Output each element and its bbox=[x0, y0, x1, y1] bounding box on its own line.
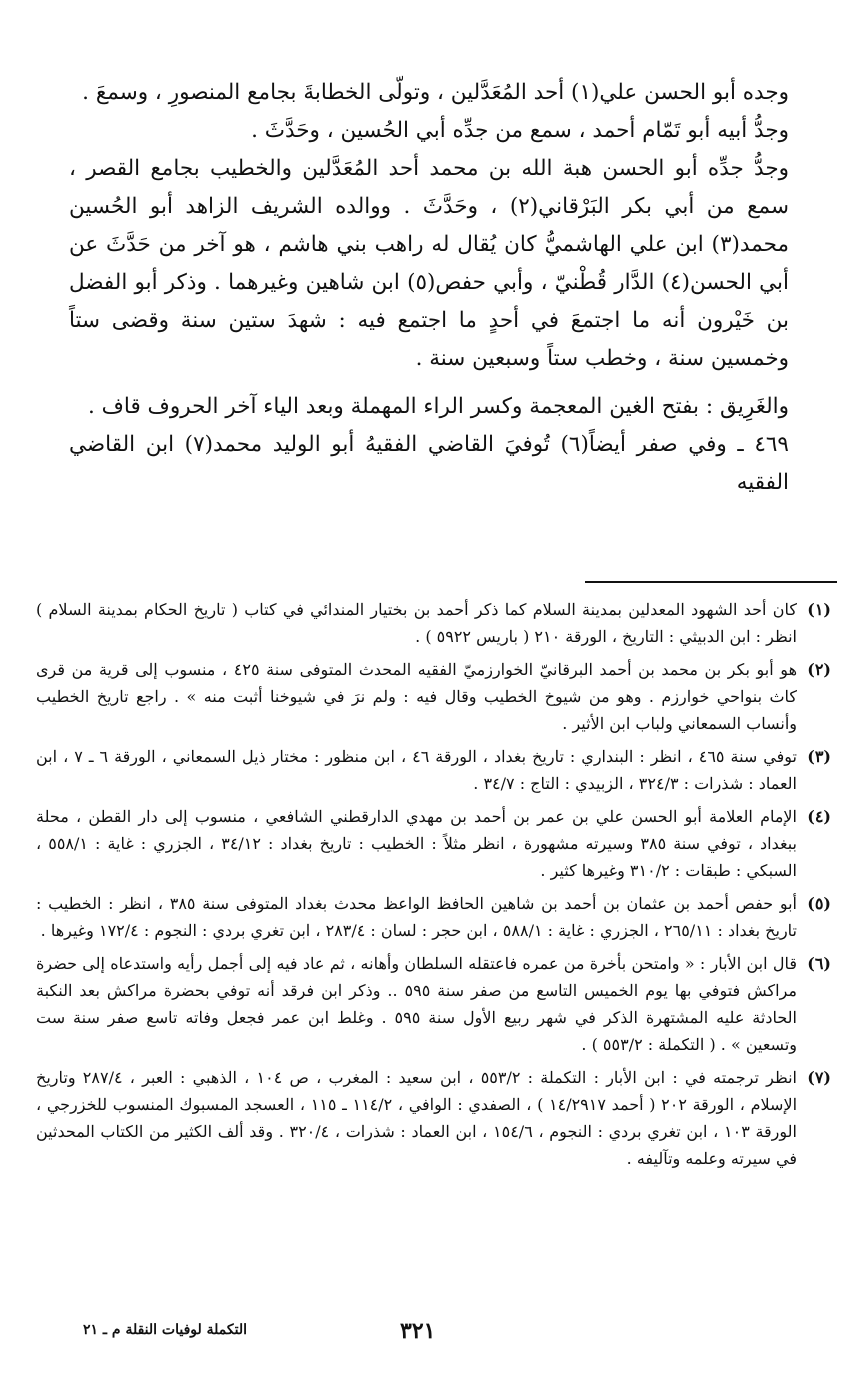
running-title: التكملة لوفيات النقلة م ـ ٢١ bbox=[83, 1322, 247, 1338]
footnote-number: (١) bbox=[807, 600, 831, 619]
footnote-text: انظر ترجمته في : ابن الأبار : التكملة : ٥٥٣/٢ ، ابن سعيد : المغرب ، ص ١٠٤ ، الذهبي : العبر ، ٢٨٧/٤ وتاريخ الإسلام ، الورقة ٢٠٢ ( أحمد ١٤/٢٩١٧ ) ، الصفدي : الوافي ، ١١٤/٢ ـ ١١٥ ، العسجد المسبوك المنسوب للخزرجي ، الورقة ١٠٣ ، ابن تغري بردي : النجوم ، ١٥٤/٦ ، ابن العماد : شذرات ، ٣٢٠/٤ . وقد ألف الكثير من الكتاب المحدثين في سيرته وعلمه وتآليفه . bbox=[36, 1068, 798, 1168]
footnote-separator bbox=[585, 581, 837, 583]
footnote-1 bbox=[36, 596, 831, 650]
paragraph: والغَرِيق : بفتح الغين المعجمة وكسر الراء المهملة وبعد الياء آخر الحروف قاف . bbox=[87, 394, 789, 419]
paragraph: وجدُّ أبيه أبو تَمّام أحمد ، سمع من جدِّه أبي الحُسين ، وحَدَّثَ . bbox=[251, 118, 789, 143]
footnote-number: (٥) bbox=[807, 894, 831, 913]
footnote-2 bbox=[36, 656, 831, 737]
footnote-text: هو أبو بكر بن محمد بن أحمد البرقانيّ الخوارزميّ الفقيه المحدث المتوفى سنة ٤٢٥ ، منسوب إلى قرية من قرى كاث بنواحي خوارزم . وهو من شيوخ الخطيب وقال فيه : ولم نرَ في شيوخنا أثبت منه » . راجع تاريخ الخطيب وأنساب السمعاني ولباب ابن الأثير . bbox=[36, 660, 798, 733]
footnote-7 bbox=[36, 1064, 831, 1172]
footnotes bbox=[36, 596, 831, 1178]
page-number: ٣٢١ bbox=[400, 1318, 436, 1344]
footnote-text: الإمام العلامة أبو الحسن علي بن عمر بن أحمد بن مهدي الدارقطني الشافعي ، منسوب إلى دار القطن ، محلة ببغداد ، توفي سنة ٣٨٥ وسيرته مشهورة ، انظر مثلاً : الخطيب : تاريخ بغداد : ٣٤/١٢ ، الجزري : غاية : ٥٥٨/١ ، السبكي : طبقات : ٣١٠/٢ وغيرها كثير . bbox=[36, 807, 798, 880]
footnote-number: (٧) bbox=[807, 1068, 831, 1087]
footnote-4 bbox=[36, 803, 831, 884]
page-footer bbox=[0, 1318, 867, 1348]
footnote-number: (٢) bbox=[807, 660, 831, 679]
footnote-text: توفي سنة ٤٦٥ ، انظر : البنداري : تاريخ بغداد ، الورقة ٤٦ ، ابن منظور : مختار ذيل السمعاني ، الورقة ٦ ـ ٧ ، ابن العماد : شذرات : ٣٢٤/٣ ، الزبيدي : التاج : ٣٤/٧ . bbox=[36, 747, 798, 793]
footnote-6 bbox=[36, 950, 831, 1058]
footnote-number: (٣) bbox=[807, 747, 831, 766]
main-text bbox=[69, 74, 789, 502]
paragraph-entry-469: ٤٦٩ ـ وفي صفر أيضاً(٦) تُوفيَ القاضي الفقيهُ أبو الوليد محمد(٧) ابن القاضي الفقيه bbox=[69, 432, 789, 495]
footnote-number: (٤) bbox=[807, 807, 831, 826]
footnote-5 bbox=[36, 890, 831, 944]
footnote-3 bbox=[36, 743, 831, 797]
footnote-text: قال ابن الأبار : « وامتحن بأخرة من عمره فاعتقله السلطان وأهانه ، ثم عاد فيه إلى أجمل رأيه واستدعاه إلى حضرة مراكش فتوفي بها يوم الخميس التاسع من صفر سنة ٥٩٥ .. وذكر ابن فرقد أنه توفي بحضرة مراكش بعد النكبة الحادثة عليه المشتهرة الذكر في شهر ربيع الأول سنة ٥٩٥ . وغلط ابن عمر فجعل وفاته تاسع صفر سنة ست وتسعين » . ( التكملة : ٥٥٣/٢ ) . bbox=[36, 954, 798, 1054]
paragraph: وجدُّ جدِّه أبو الحسن هبة الله بن محمد أحد المُعَدَّلين والخطيب بجامع القصر ، سمع من أبي بكر البَرْقاني(٢) ، وحَدَّثَ . ووالده الشريف الزاهد أبو الحُسين محمد(٣) ابن علي الهاشميُّ كان يُقال له راهب بني هاشم ، هو آخر من حَدَّثَ عن أبي الحسن(٤) الدَّار قُطْنيّ ، وأبي حفص(٥) ابن شاهين وغيرهما . وذكر أبو الفضل بن خَيْرون أنه ما اجتمعَ في أحدٍ ما اجتمع فيه : شهدَ ستين سنة وقضى ستاً وخمسين سنة ، وخطب ستاً وسبعين سنة . bbox=[69, 156, 790, 371]
footnote-number: (٦) bbox=[807, 954, 831, 973]
footnote-text: كان أحد الشهود المعدلين بمدينة السلام كما ذكر أحمد بن بختيار المندائي في كتاب ( تاريخ الحكام بمدينة السلام ) انظر : ابن الدبيثي : التاريخ ، الورقة ٢١٠ ( باريس ٥٩٢٢ ) . bbox=[36, 600, 797, 646]
footnote-text: أبو حفص أحمد بن عثمان بن أحمد بن شاهين الحافظ الواعظ محدث بغداد المتوفى سنة ٣٨٥ ، انظر : الخطيب : تاريخ بغداد : ٢٦٥/١١ ، الجزري : غاية : ٥٨٨/١ ، ابن حجر : لسان : ٢٨٣/٤ ، ابن تغري بردي : النجوم : ١٧٢/٤ وغيرها . bbox=[36, 894, 797, 940]
paragraph: وجده أبو الحسن علي(١) أحد المُعَدَّلين ، وتولّى الخطابةَ بجامع المنصورِ ، وسمعَ . bbox=[82, 80, 789, 105]
